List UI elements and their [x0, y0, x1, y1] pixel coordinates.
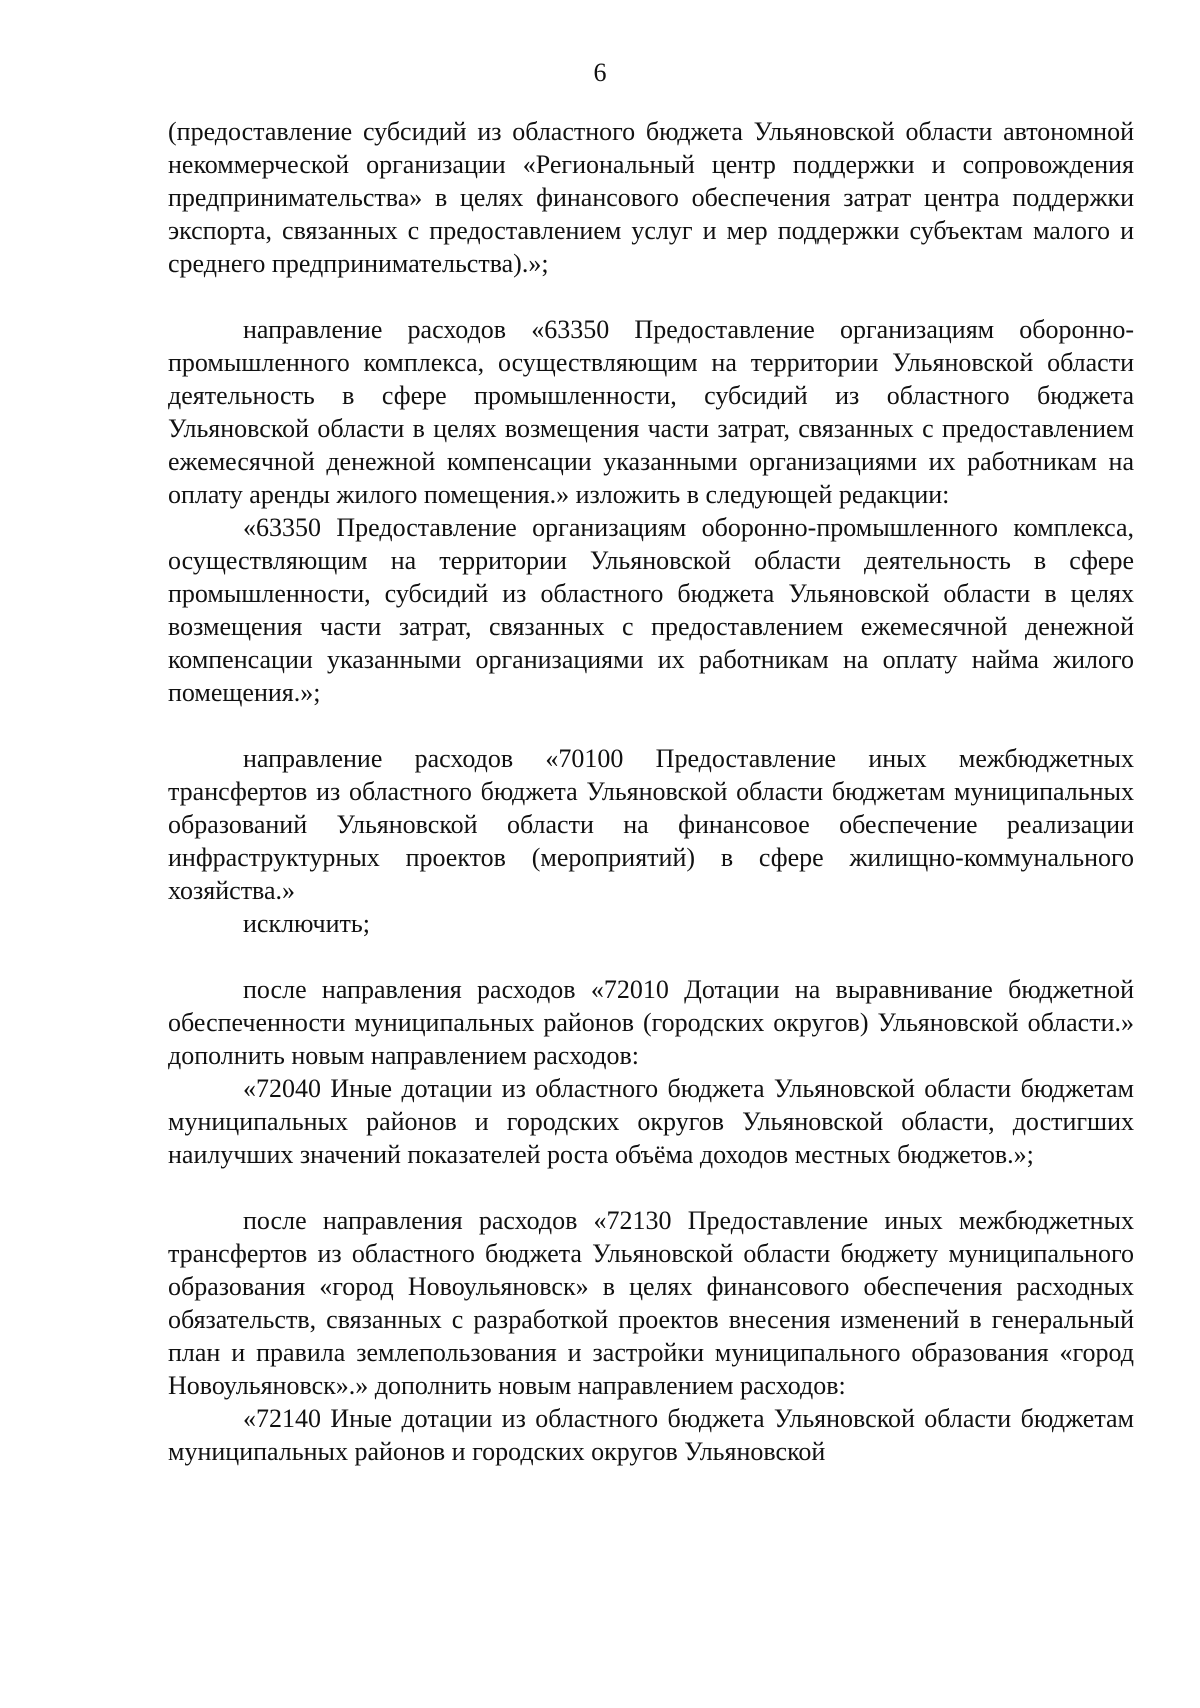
paragraph-72130: после направления расходов «72130 Предоставление иных межбюджетных трансфертов из областного бюджета Ульяновской области бюджету муниципального образования «город Новоульяновск» в целях финансового обеспечения расходных обязательств, связанных с разработкой проектов внесения изменений в генеральный план и правила землепользования и застройки муниципального образования «город Новоульяновск».» дополнить новым направлением расходов:	[168, 1206, 1134, 1400]
paragraph-72040: «72040 Иные дотации из областного бюджета Ульяновской области бюджетам муниципальных районов и городских округов Ульяновской области, достигших наилучших значений показателей роста объёма доходов местных бюджетов.»;	[168, 1074, 1134, 1169]
paragraph-72140: «72140 Иные дотации из областного бюджета Ульяновской области бюджетам муниципальных районов и городских округов Ульяновской	[168, 1404, 1134, 1466]
paragraph-72010: после направления расходов «72010 Дотации на выравнивание бюджетной обеспеченности муниципальных районов (городских округов) Ульяновской области.» дополнить новым направлением расходов:	[168, 975, 1134, 1070]
page-number: 6	[593, 58, 607, 87]
document-body	[168, 115, 1134, 1468]
paragraph-70100: направление расходов «70100 Предоставление иных межбюджетных трансфертов из областного бюджета Ульяновской области бюджетам муниципальных образований Ульяновской области на финансовое обеспечение реализации инфраструктурных проектов (мероприятий) в сфере жилищно-коммунального хозяйства.»	[168, 744, 1134, 905]
paragraph-gap	[168, 940, 1134, 973]
paragraph-63350-old: направление расходов «63350 Предоставление организациям оборонно-промышленного комплекса, осуществляющим на территории Ульяновской области деятельность в сфере промышленности, субсидий из областного бюджета Ульяновской области в целях возмещения части затрат, связанных с предоставлением ежемесячной денежной компенсации указанными организациями их работникам на оплату аренды жилого помещения.» изложить в следующей редакции:	[168, 315, 1134, 509]
paragraph-gap	[168, 1171, 1134, 1204]
paragraph-gap	[168, 709, 1134, 742]
paragraph-63350-new: «63350 Предоставление организациям оборонно-промышленного комплекса, осуществляющим на территории Ульяновской области деятельность в сфере промышленности, субсидий из областного бюджета Ульяновской области в целях возмещения части затрат, связанных с предоставлением ежемесячной денежной компенсации указанными организациями их работникам на оплату найма жилого помещения.»;	[168, 513, 1134, 707]
paragraph-subsidy-note: (предоставление субсидий из областного бюджета Ульяновской области автономной некоммерческой организации «Региональный центр поддержки и сопровождения предпринимательства» в целях финансового обеспечения затрат центра поддержки экспорта, связанных с предоставлением услуг и мер поддержки субъектам малого и среднего предпринимательства).»;	[168, 117, 1134, 278]
paragraph-gap	[168, 280, 1134, 313]
paragraph-exclude: исключить;	[243, 909, 370, 938]
